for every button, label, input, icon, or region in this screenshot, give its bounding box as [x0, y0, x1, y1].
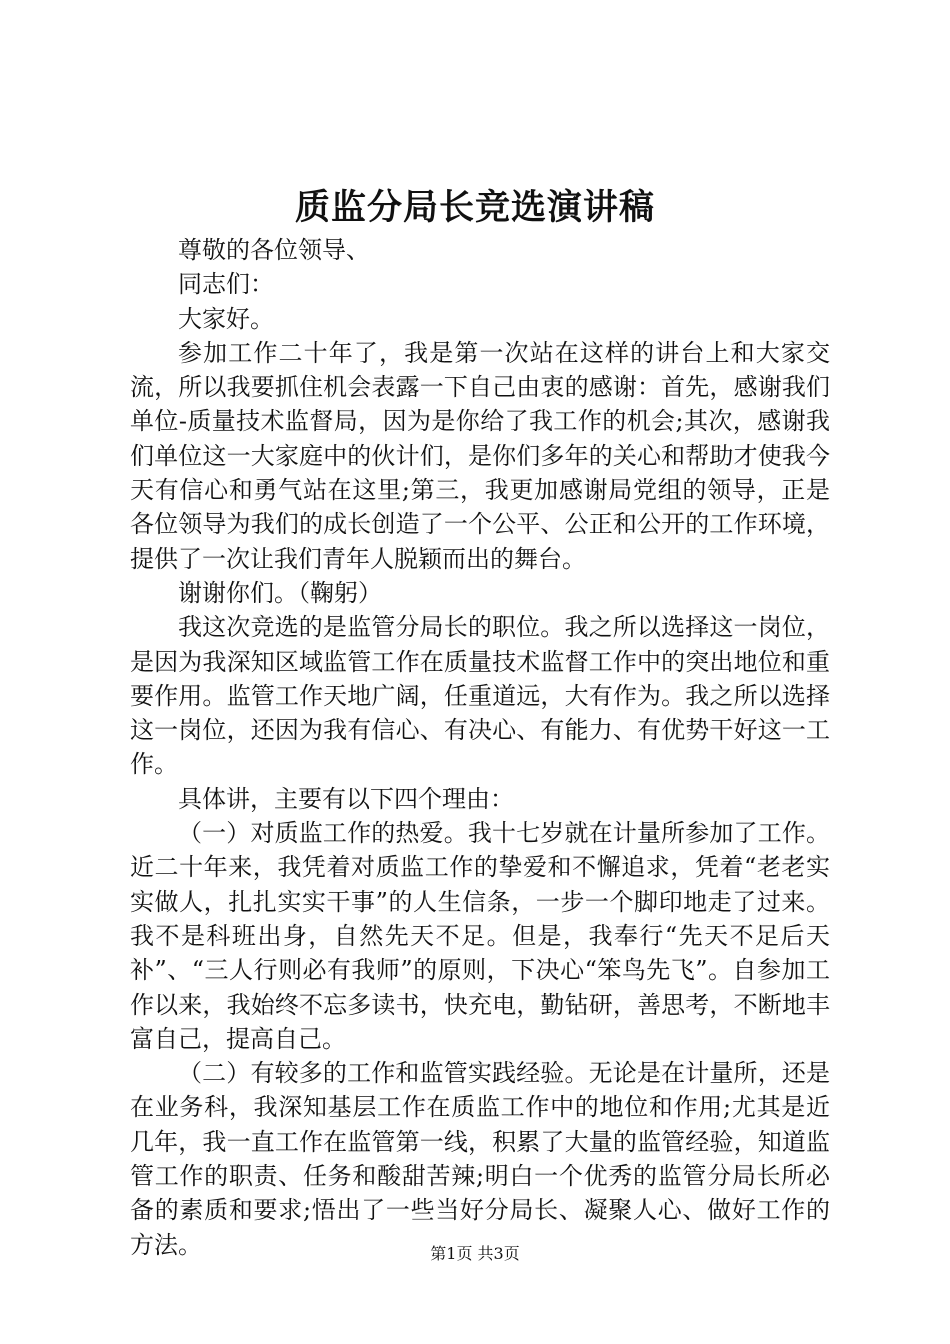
- body-paragraph: （一）对质监工作的热爱。我十七岁就在计量所参加了工作。近二十年来，我凭着对质监工作的挚爱和不懈追求，凭着“老老实实做人，扎扎实实干事”的人生信条，一步一个脚印地走了过来。我不是科班出身，自然先天不足。但是，我奉行“先天不足后天补”、“三人行则必有我师”的原则，下决心“笨鸟先飞”。自参加工作以来，我始终不忘多读书，快充电，勤钻研，善思考，不断地丰富自己，提高自己。: [130, 819, 830, 1053]
- document-body: [130, 233, 830, 1262]
- salutation-line: 尊敬的各位领导、: [178, 236, 370, 264]
- body-paragraph: 我这次竞选的是监管分局长的职位。我之所以选择这一岗位，是因为我深知区域监管工作在质量技术监督工作中的突出地位和重要作用。监管工作天地广阔，任重道远，大有作为。我之所以选择这一岗位，还因为我有信心、有决心、有能力、有优势干好这一工作。: [130, 613, 830, 779]
- body-paragraph: 谢谢你们。（鞠躬）: [178, 578, 382, 607]
- body-paragraph: （二）有较多的工作和监管实践经验。无论是在计量所，还是在业务科，我深知基层工作在质监工作中的地位和作用;尤其是近几年，我一直工作在监管第一线，积累了大量的监管经验，知道监管工作的职责、任务和酸甜苦辣;明白一个优秀的监管分局长所必备的素质和要求;悟出了一些当好分局长、凝聚人心、做好工作的方法。: [130, 1059, 830, 1259]
- document-title: 质监分局长竞选演讲稿: [294, 187, 655, 228]
- greeting-line: 大家好。: [178, 304, 274, 333]
- salutation-line: 同志们：: [178, 270, 274, 299]
- body-paragraph: 具体讲，主要有以下四个理由：: [178, 784, 514, 813]
- body-paragraph: 参加工作二十年了，我是第一次站在这样的讲台上和大家交流，所以我要抓住机会表露一下自己由衷的感谢：首先，感谢我们单位-质量技术监督局，因为是你给了我工作的机会;其次，感谢我们单位这一大家庭中的伙计们，是你们多年的关心和帮助才使我今天有信心和勇气站在这里;第三，我更加感谢局党组的领导，正是各位领导为我们的成长创造了一个公平、公正和公开的工作环境，提供了一次让我们青年人脱颖而出的舞台。: [130, 338, 830, 573]
- page-number-footer: 第1页 共3页: [430, 1244, 520, 1263]
